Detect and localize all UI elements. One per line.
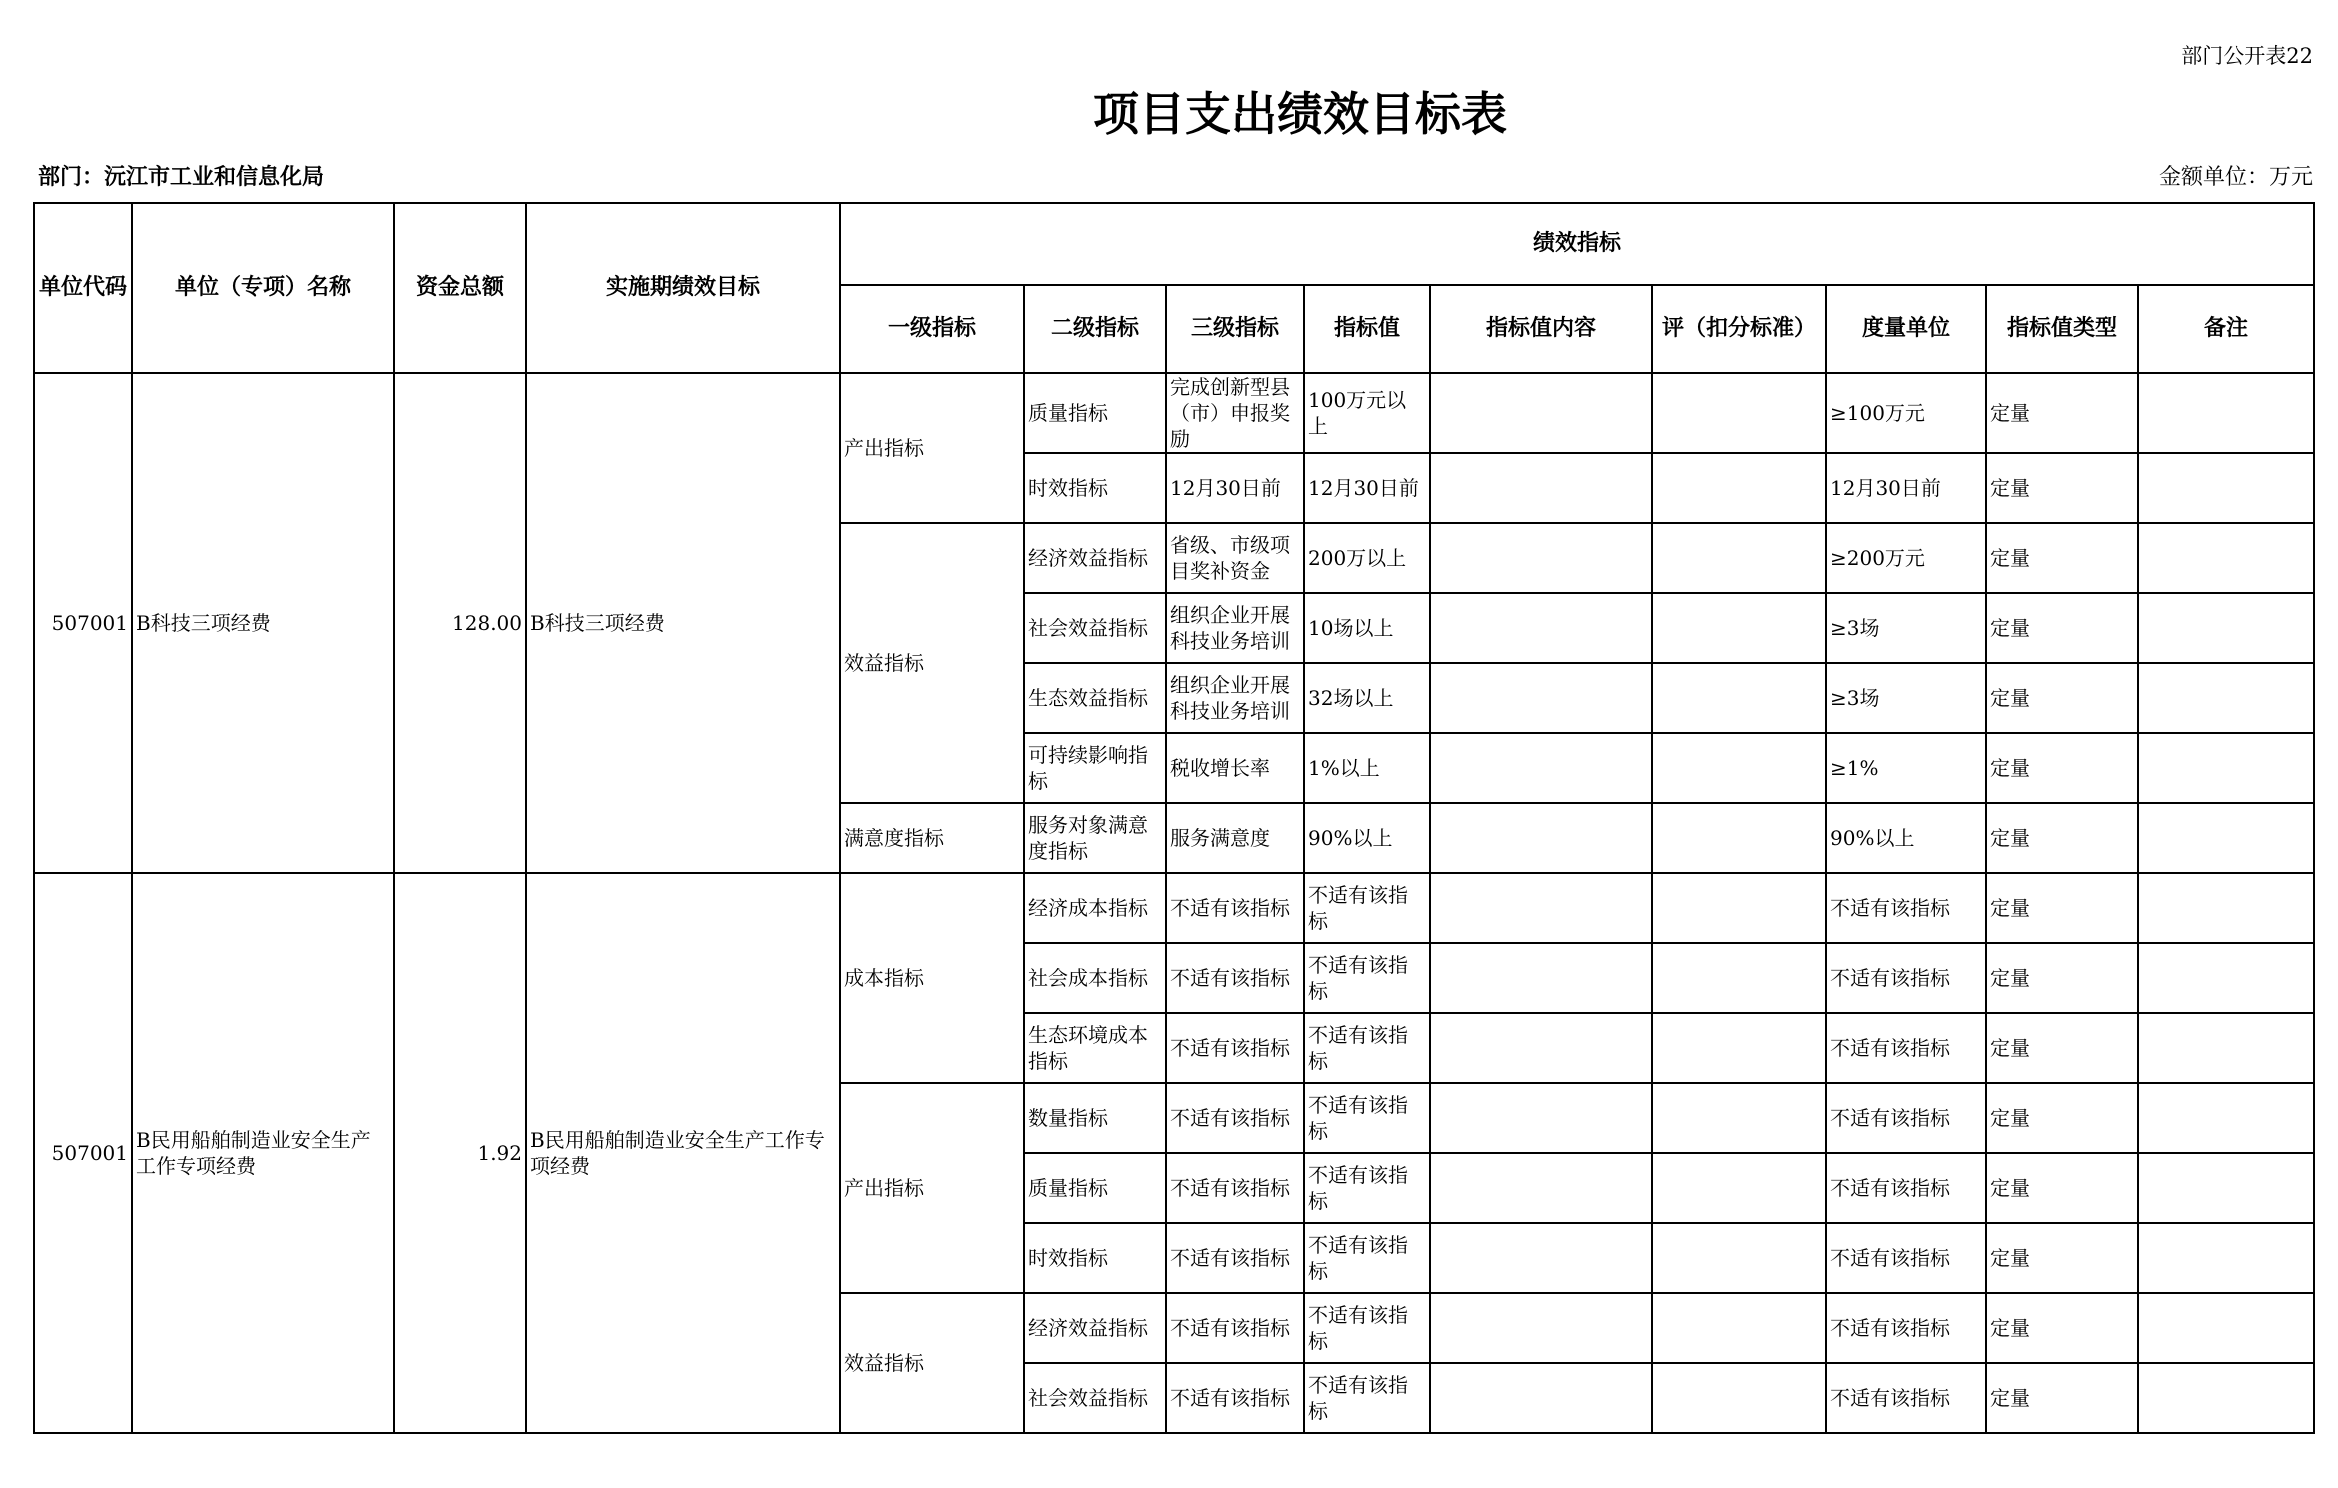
- col-header-value: 指标值: [1304, 285, 1430, 373]
- value-type-cell: 定量: [1986, 1013, 2138, 1083]
- col-header-total: 资金总额: [394, 203, 526, 373]
- indicator-value-cell: 200万以上: [1304, 523, 1430, 593]
- indicator-value-cell: 100万元以上: [1304, 373, 1430, 453]
- level3-indicator-cell: 省级、市级项目奖补资金: [1166, 523, 1304, 593]
- project-name-cell: B民用船舶制造业安全生产工作专项经费: [132, 873, 394, 1433]
- level2-indicator-cell: 社会成本指标: [1024, 943, 1166, 1013]
- level2-indicator-cell: 质量指标: [1024, 1153, 1166, 1223]
- note-cell: [2138, 733, 2314, 803]
- note-cell: [2138, 1293, 2314, 1363]
- note-cell: [2138, 373, 2314, 453]
- indicator-value-cell: 不适有该指标: [1304, 1293, 1430, 1363]
- col-header-l1: 一级指标: [840, 285, 1024, 373]
- value-type-cell: 定量: [1986, 1223, 2138, 1293]
- level3-indicator-cell: 不适有该指标: [1166, 1153, 1304, 1223]
- scoring-standard-cell: [1652, 943, 1826, 1013]
- col-header-score: 评（扣分标准）: [1652, 285, 1826, 373]
- value-type-cell: 定量: [1986, 593, 2138, 663]
- col-header-goal: 实施期绩效目标: [526, 203, 840, 373]
- value-content-cell: [1430, 373, 1652, 453]
- measure-unit-cell: ≥3场: [1826, 663, 1986, 733]
- scoring-standard-cell: [1652, 373, 1826, 453]
- note-cell: [2138, 663, 2314, 733]
- scoring-standard-cell: [1652, 873, 1826, 943]
- value-type-cell: 定量: [1986, 373, 2138, 453]
- indicator-value-cell: 不适有该指标: [1304, 873, 1430, 943]
- note-cell: [2138, 1083, 2314, 1153]
- project-name-cell: B科技三项经费: [132, 373, 394, 873]
- value-content-cell: [1430, 453, 1652, 523]
- col-header-l3: 三级指标: [1166, 285, 1304, 373]
- col-header-type: 指标值类型: [1986, 285, 2138, 373]
- measure-unit-cell: 不适有该指标: [1826, 1013, 1986, 1083]
- scoring-standard-cell: [1652, 733, 1826, 803]
- department-label: 部门：沅江市工业和信息化局: [38, 164, 325, 190]
- scoring-standard-cell: [1652, 1293, 1826, 1363]
- level2-indicator-cell: 社会效益指标: [1024, 593, 1166, 663]
- level3-indicator-cell: 不适有该指标: [1166, 943, 1304, 1013]
- note-cell: [2138, 803, 2314, 873]
- value-type-cell: 定量: [1986, 1083, 2138, 1153]
- col-header-l2: 二级指标: [1024, 285, 1166, 373]
- level2-indicator-cell: 服务对象满意度指标: [1024, 803, 1166, 873]
- level3-indicator-cell: 不适有该指标: [1166, 1223, 1304, 1293]
- scoring-standard-cell: [1652, 523, 1826, 593]
- goal-cell: B民用船舶制造业安全生产工作专项经费: [526, 873, 840, 1433]
- level1-indicator-cell: 效益指标: [840, 523, 1024, 803]
- value-content-cell: [1430, 1153, 1652, 1223]
- indicator-value-cell: 不适有该指标: [1304, 1223, 1430, 1293]
- indicator-value-cell: 90%以上: [1304, 803, 1430, 873]
- value-type-cell: 定量: [1986, 803, 2138, 873]
- value-content-cell: [1430, 593, 1652, 663]
- performance-table: [33, 202, 2315, 1434]
- level3-indicator-cell: 12月30日前: [1166, 453, 1304, 523]
- scoring-standard-cell: [1652, 593, 1826, 663]
- note-cell: [2138, 1363, 2314, 1433]
- value-content-cell: [1430, 1293, 1652, 1363]
- level3-indicator-cell: 组织企业开展科技业务培训: [1166, 593, 1304, 663]
- indicator-value-cell: 32场以上: [1304, 663, 1430, 733]
- measure-unit-cell: ≥1%: [1826, 733, 1986, 803]
- indicator-value-cell: 不适有该指标: [1304, 1153, 1430, 1223]
- measure-unit-cell: ≥3场: [1826, 593, 1986, 663]
- level3-indicator-cell: 不适有该指标: [1166, 1013, 1304, 1083]
- value-type-cell: 定量: [1986, 1293, 2138, 1363]
- value-type-cell: 定量: [1986, 663, 2138, 733]
- form-number: 部门公开表22: [2181, 44, 2313, 68]
- scoring-standard-cell: [1652, 803, 1826, 873]
- value-content-cell: [1430, 943, 1652, 1013]
- level1-indicator-cell: 成本指标: [840, 873, 1024, 1083]
- fund-total-cell: 128.00: [394, 373, 526, 873]
- measure-unit-cell: 不适有该指标: [1826, 1293, 1986, 1363]
- level2-indicator-cell: 质量指标: [1024, 373, 1166, 453]
- level3-indicator-cell: 不适有该指标: [1166, 873, 1304, 943]
- fund-total-cell: 1.92: [394, 873, 526, 1433]
- level1-indicator-cell: 产出指标: [840, 373, 1024, 523]
- scoring-standard-cell: [1652, 663, 1826, 733]
- level2-indicator-cell: 时效指标: [1024, 1223, 1166, 1293]
- scoring-standard-cell: [1652, 1363, 1826, 1433]
- value-content-cell: [1430, 663, 1652, 733]
- measure-unit-cell: 不适有该指标: [1826, 943, 1986, 1013]
- col-header-measure: 度量单位: [1826, 285, 1986, 373]
- measure-unit-cell: 不适有该指标: [1826, 1083, 1986, 1153]
- note-cell: [2138, 1013, 2314, 1083]
- level3-indicator-cell: 组织企业开展科技业务培训: [1166, 663, 1304, 733]
- level3-indicator-cell: 不适有该指标: [1166, 1293, 1304, 1363]
- measure-unit-cell: 不适有该指标: [1826, 1153, 1986, 1223]
- value-type-cell: 定量: [1986, 1363, 2138, 1433]
- note-cell: [2138, 523, 2314, 593]
- value-content-cell: [1430, 523, 1652, 593]
- level3-indicator-cell: 税收增长率: [1166, 733, 1304, 803]
- value-type-cell: 定量: [1986, 1153, 2138, 1223]
- note-cell: [2138, 873, 2314, 943]
- level1-indicator-cell: 满意度指标: [840, 803, 1024, 873]
- note-cell: [2138, 453, 2314, 523]
- table-body: [34, 373, 2314, 1433]
- measure-unit-cell: 不适有该指标: [1826, 1223, 1986, 1293]
- value-content-cell: [1430, 733, 1652, 803]
- level2-indicator-cell: 可持续影响指标: [1024, 733, 1166, 803]
- indicator-value-cell: 不适有该指标: [1304, 1363, 1430, 1433]
- value-type-cell: 定量: [1986, 523, 2138, 593]
- indicator-value-cell: 不适有该指标: [1304, 943, 1430, 1013]
- level3-indicator-cell: 不适有该指标: [1166, 1363, 1304, 1433]
- level3-indicator-cell: 完成创新型县（市）申报奖励: [1166, 373, 1304, 453]
- level2-indicator-cell: 经济成本指标: [1024, 873, 1166, 943]
- unit-code-cell: 507001: [34, 373, 132, 873]
- scoring-standard-cell: [1652, 1153, 1826, 1223]
- value-content-cell: [1430, 1083, 1652, 1153]
- note-cell: [2138, 1223, 2314, 1293]
- level1-indicator-cell: 效益指标: [840, 1293, 1024, 1433]
- col-header-note: 备注: [2138, 285, 2314, 373]
- value-type-cell: 定量: [1986, 873, 2138, 943]
- level2-indicator-cell: 生态效益指标: [1024, 663, 1166, 733]
- measure-unit-cell: ≥200万元: [1826, 523, 1986, 593]
- level2-indicator-cell: 时效指标: [1024, 453, 1166, 523]
- indicator-value-cell: 不适有该指标: [1304, 1083, 1430, 1153]
- note-cell: [2138, 943, 2314, 1013]
- value-content-cell: [1430, 1363, 1652, 1433]
- level2-indicator-cell: 经济效益指标: [1024, 1293, 1166, 1363]
- value-content-cell: [1430, 803, 1652, 873]
- measure-unit-cell: 不适有该指标: [1826, 1363, 1986, 1433]
- value-type-cell: 定量: [1986, 733, 2138, 803]
- measure-unit-cell: 90%以上: [1826, 803, 1986, 873]
- level1-indicator-cell: 产出指标: [840, 1083, 1024, 1293]
- level2-indicator-cell: 社会效益指标: [1024, 1363, 1166, 1433]
- indicator-value-cell: 1%以上: [1304, 733, 1430, 803]
- level2-indicator-cell: 经济效益指标: [1024, 523, 1166, 593]
- scoring-standard-cell: [1652, 1223, 1826, 1293]
- scoring-standard-cell: [1652, 453, 1826, 523]
- goal-cell: B科技三项经费: [526, 373, 840, 873]
- unit-code-cell: 507001: [34, 873, 132, 1433]
- measure-unit-cell: 12月30日前: [1826, 453, 1986, 523]
- measure-unit-cell: ≥100万元: [1826, 373, 1986, 453]
- col-header-code: 单位代码: [34, 203, 132, 373]
- level3-indicator-cell: 服务满意度: [1166, 803, 1304, 873]
- indicator-value-cell: 10场以上: [1304, 593, 1430, 663]
- scoring-standard-cell: [1652, 1083, 1826, 1153]
- col-header-name: 单位（专项）名称: [132, 203, 394, 373]
- note-cell: [2138, 593, 2314, 663]
- note-cell: [2138, 1153, 2314, 1223]
- level3-indicator-cell: 不适有该指标: [1166, 1083, 1304, 1153]
- scoring-standard-cell: [1652, 1013, 1826, 1083]
- value-content-cell: [1430, 873, 1652, 943]
- value-type-cell: 定量: [1986, 453, 2138, 523]
- value-type-cell: 定量: [1986, 943, 2138, 1013]
- amount-unit-label: 金额单位：万元: [2158, 165, 2313, 190]
- indicator-value-cell: 不适有该指标: [1304, 1013, 1430, 1083]
- table-row: [34, 373, 2314, 453]
- level2-indicator-cell: 生态环境成本指标: [1024, 1013, 1166, 1083]
- measure-unit-cell: 不适有该指标: [1826, 873, 1986, 943]
- table-row: [34, 873, 2314, 943]
- value-content-cell: [1430, 1223, 1652, 1293]
- level2-indicator-cell: 数量指标: [1024, 1083, 1166, 1153]
- page-title: 项目支出绩效目标表: [1093, 87, 1507, 141]
- col-header-content: 指标值内容: [1430, 285, 1652, 373]
- value-content-cell: [1430, 1013, 1652, 1083]
- col-header-perf: 绩效指标: [840, 203, 2314, 285]
- indicator-value-cell: 12月30日前: [1304, 453, 1430, 523]
